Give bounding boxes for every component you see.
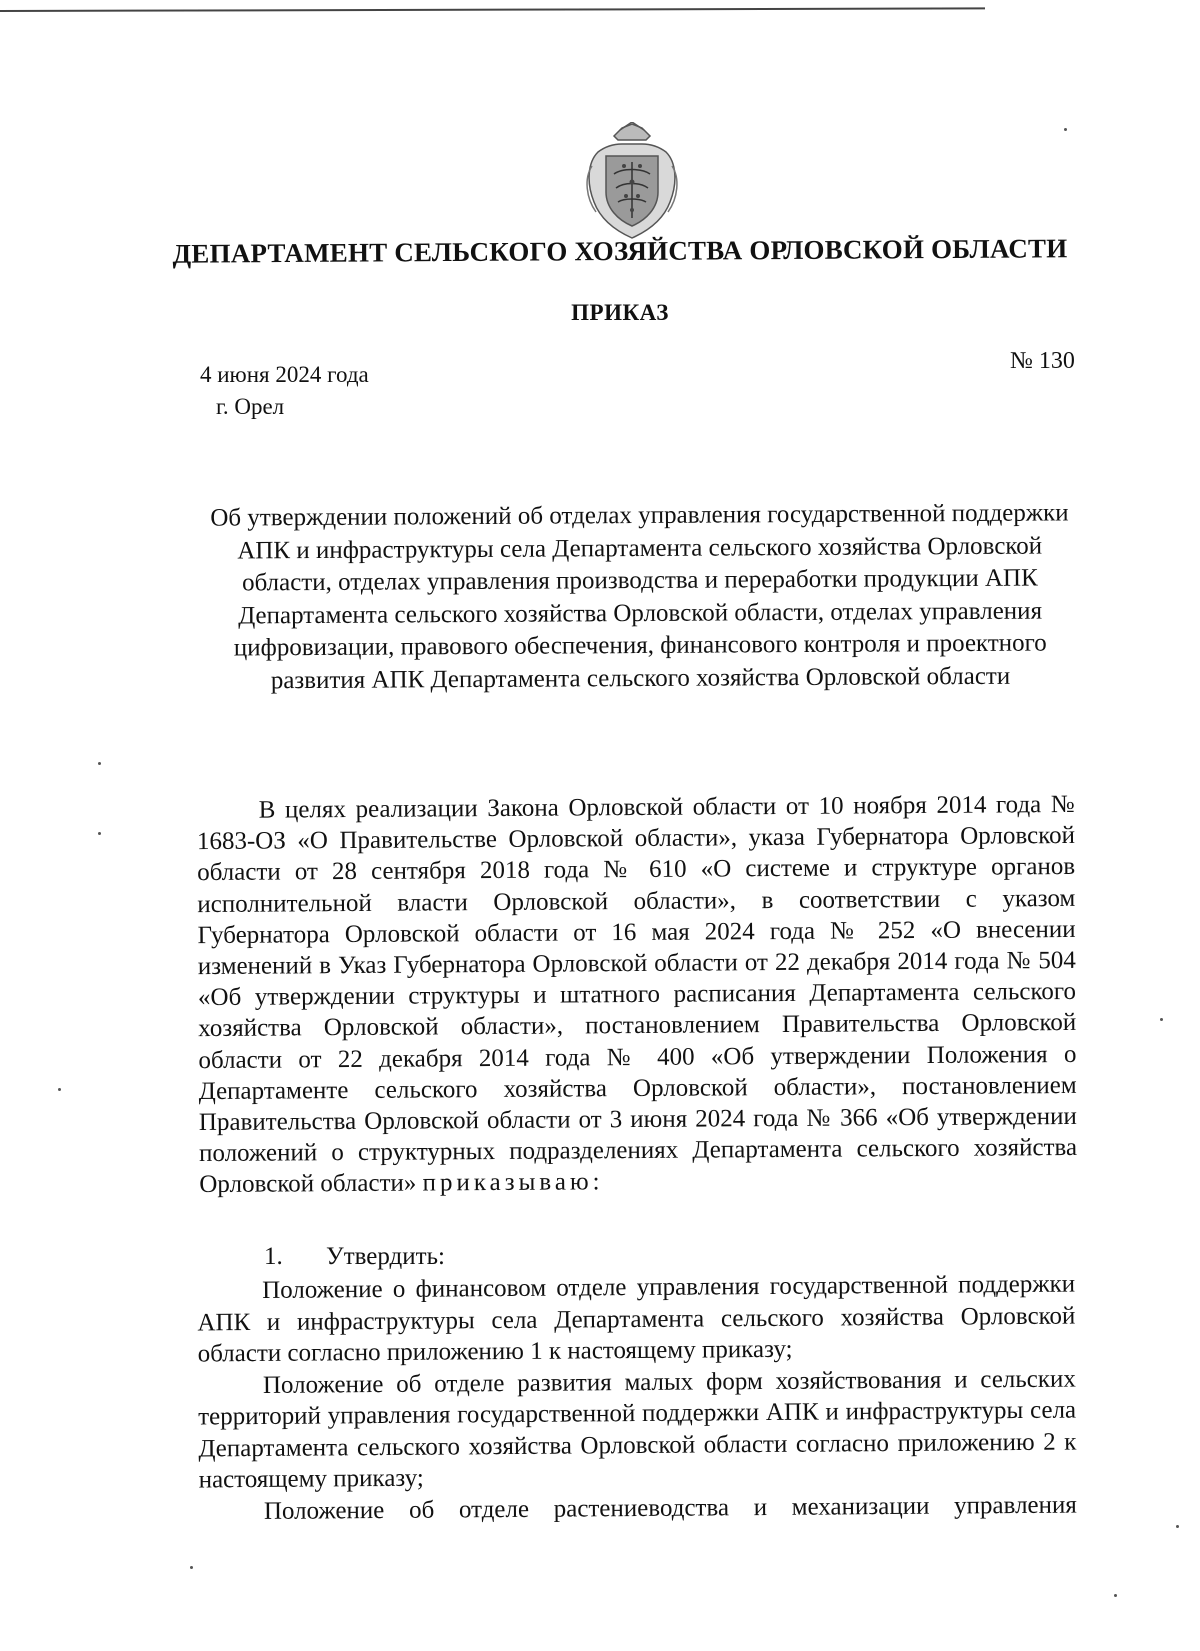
point-paragraph: Положение об отделе растениеводства и механизации управления bbox=[263, 1491, 1077, 1525]
scan-speck bbox=[98, 832, 101, 835]
scan-speck bbox=[1160, 1018, 1163, 1021]
item-heading bbox=[264, 1243, 445, 1271]
scan-speck bbox=[1064, 128, 1067, 131]
order-word: приказываю: bbox=[422, 1168, 604, 1197]
order-date: 4 июня 2024 года bbox=[200, 362, 369, 387]
scan-speck bbox=[190, 1566, 193, 1569]
order-subject: Об утверждении положений об отделах управления государственной поддержки АПК и инфраструктуры села Департамента сельского хозяйства Орловской области, отделах управления производства и переработки продукции АПК Департамента сельского хозяйства Орловской области, отделах управления цифровизации, правового обеспечения, финансового контроля и проектного развития АПК Департамента сельского хозяйства Орловской области bbox=[210, 499, 1069, 694]
scan-speck bbox=[1176, 1525, 1179, 1528]
document-type: ПРИКАЗ bbox=[571, 300, 669, 325]
department-title: ДЕПАРТАМЕНТ СЕЛЬСКОГО ХОЗЯЙСТВА ОРЛОВСКОЙ ОБЛАСТИ bbox=[172, 233, 1068, 269]
scan-speck bbox=[98, 762, 101, 765]
scan-edge-line bbox=[0, 7, 985, 12]
preamble-paragraph bbox=[197, 789, 1078, 1201]
preamble-text: В целях реализации Закона Орловской области от 10 ноября 2014 года № 1683-ОЗ «О Правительстве Орловской области», указа Губернатора Орловской области от 28 сентября 2018 года № 610 «О системе и структуре органов исполнительной власти Орловской области», в соответствии с указом Губернатора Орловской области от 16 мая 2024 года № 252 «О внесении изменений в Указ Губернатора Орловской области от 22 декабря 2014 года № 504 «Об утверждении структуры и штатного расписания Департамента сельского хозяйства Орловской области», постановлением Правительства Орловской области от 22 декабря 2014 года № 400 «Об утверждении Положения о Департаменте сельского хозяйства Орловской области», постановлением Правительства Орловской области от 3 июня 2024 года № 366 «Об утверждении положений о структурных подразделениях Департамента сельского хозяйства Орловской области» bbox=[196, 790, 1078, 1199]
point-paragraph: Положение об отделе развития малых форм хозяйствования и сельских территорий управления государственной поддержки АПК и инфраструктуры села Департамента сельского хозяйства Орловской области согласно приложению 2 к настоящему приказу; bbox=[198, 1365, 1077, 1494]
point-paragraph: Положение о финансовом отделе управления государственной поддержки АПК и инфраструктуры села Департамента сельского хозяйства Орловской области согласно приложению 1 к настоящему приказу; bbox=[197, 1270, 1076, 1368]
item-label: Утвердить: bbox=[326, 1243, 445, 1270]
scan-speck bbox=[58, 1088, 61, 1091]
scan-speck bbox=[1114, 1594, 1117, 1597]
coat-of-arms-emblem bbox=[584, 122, 680, 240]
item-number: 1. bbox=[264, 1243, 283, 1270]
points-list bbox=[197, 1269, 1077, 1528]
order-number: № 130 bbox=[1010, 348, 1075, 374]
order-city: г. Орел bbox=[216, 394, 285, 419]
